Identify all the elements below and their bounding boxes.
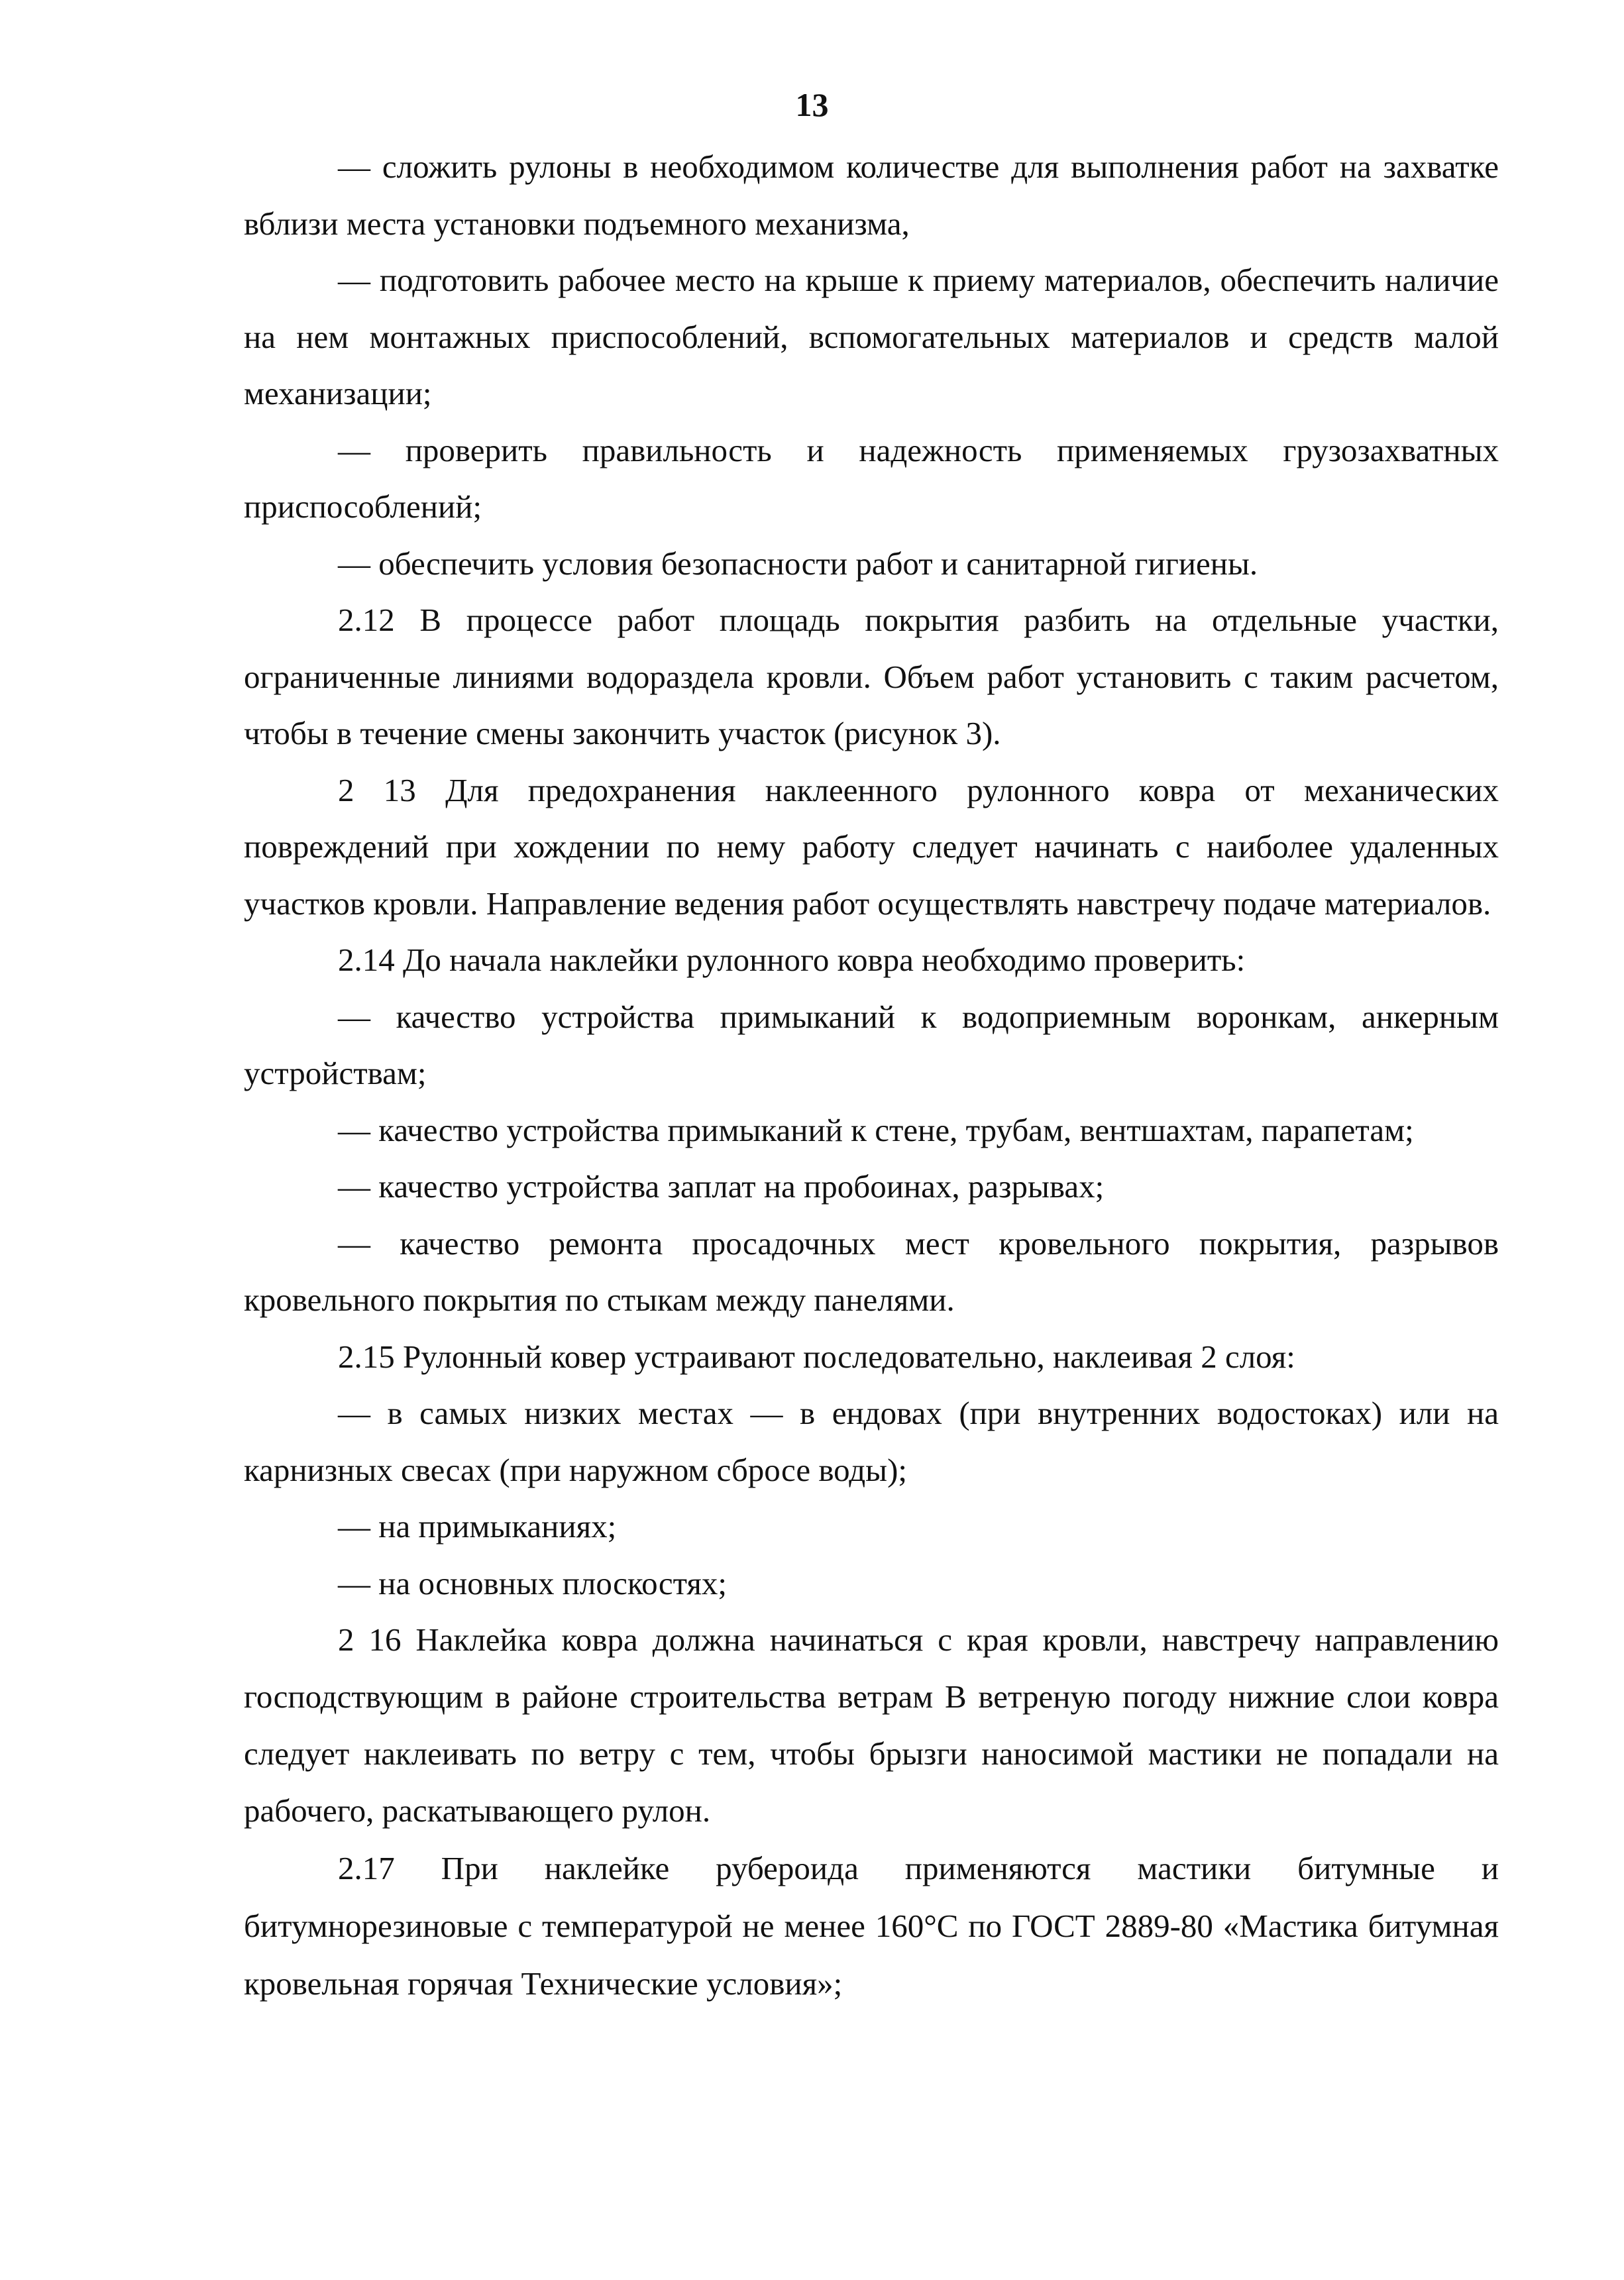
list-item-stack-rolls: — сложить рулоны в необходимом количестве для выполнения работ на захватке вблизи места установки подъемного механизма, (244, 148, 1499, 242)
clause-2-17: 2.17 При наклейке рубероида применяются мастики битумные и битумнорезиновые с температурой не менее 160°С по ГОСТ 2889-80 «Мастика битумная кровельная горячая Технические условия»; (244, 1850, 1499, 2002)
list-item-subsidence-repair: — качество ремонта просадочных мест кровельного покрытия, разрывов кровельного покрытия по стыкам между панелями. (244, 1224, 1499, 1318)
clause-2-12: 2.12 В процессе работ площадь покрытия разбить на отдельные участки, ограниченные линиями водораздела кровли. Объем работ установить с таким расчетом, чтобы в течение смены закончить участок (рисунок 3). (244, 602, 1499, 751)
clause-2-13: 2 13 Для предохранения наклеенного рулонного ковра от механических повреждений при хождении по нему работу следует начинать с наиболее удаленных участков кровли. Направление ведения работ осуществлять навстречу подаче материалов. (244, 771, 1499, 922)
list-item-funnel-junctions: — качество устройства примыканий к водоприемным воронкам, анкерным устройствам; (244, 998, 1499, 1091)
document-body (244, 138, 1499, 2012)
list-item-junctions: — на примыканиях; (338, 1508, 617, 1545)
list-item-main-planes: — на основных плоскостях; (338, 1564, 728, 1601)
list-item-wall-junctions: — качество устройства примыканий к стене, трубам, вентшахтам, парапетам; (338, 1111, 1414, 1148)
list-item-lowest-places: — в самых низких местах — в ендовах (при внутренних водостоках) или на карнизных свесах (при наружном сбросе воды); (244, 1395, 1499, 1488)
page-number: 13 (795, 86, 829, 123)
clause-2-15: 2.15 Рулонный ковер устраивают последовательно, наклеивая 2 слоя: (338, 1338, 1295, 1375)
clause-2-14: 2.14 До начала наклейки рулонного ковра необходимо проверить: (338, 942, 1246, 978)
list-item-prepare-workplace: — подготовить рабочее место на крыше к приему материалов, обеспечить наличие на нем монтажных приспособлений, вспомогательных материалов и средств малой механизации; (244, 262, 1499, 411)
list-item-safety-conditions: — обеспечить условия безопасности работ и санитарной гигиены. (338, 545, 1258, 582)
list-item-check-lifting-devices: — проверить правильность и надежность применяемых грузозахватных приспособлений; (244, 431, 1499, 525)
list-item-patches: — качество устройства заплат на пробоинах, разрывах; (338, 1168, 1105, 1205)
clause-2-16: 2 16 Наклейка ковра должна начинаться с края кровли, навстречу направлению господствующим в районе строительства ветрам В ветреную погоду нижние слои ковра следует наклеивать по ветру с тем, чтобы брызги наносимой мастики не попадали на рабочего, раскатывающего рулон. (244, 1621, 1499, 1829)
